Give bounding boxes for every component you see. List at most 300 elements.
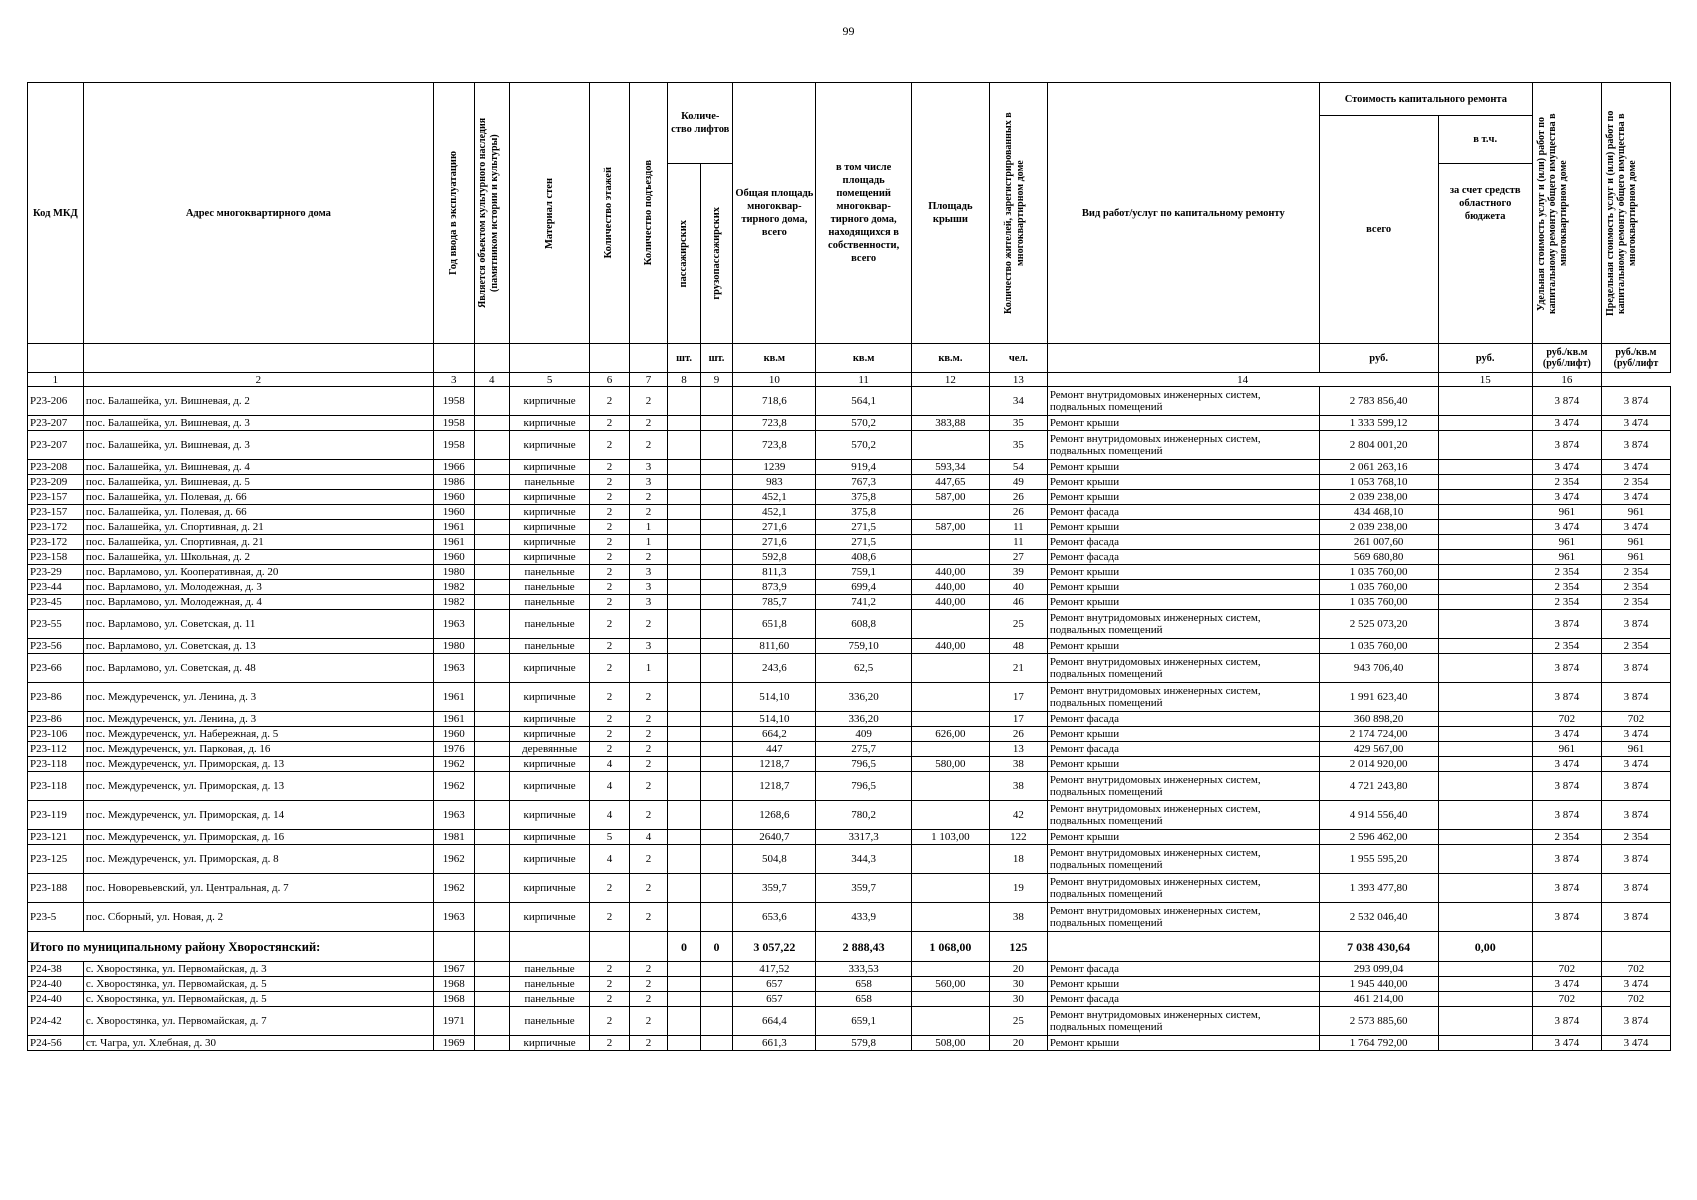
cell-unit-cost: 3 874 [1532,683,1601,712]
cell-roof-area [911,962,989,977]
cell-unit-cost: 3 474 [1532,490,1601,505]
cell-heritage [474,683,510,712]
cell-unit-cost: 3 474 [1532,1036,1601,1051]
total-empty [474,932,510,962]
cell-walls: панельные [510,992,590,1007]
cell-work: Ремонт внутридомовых инженерных систем, подвальных помещений [1047,431,1319,460]
total-empty [433,932,474,962]
header-cost-incl: в т.ч. [1438,116,1532,164]
cell-unit-cost: 2 354 [1532,580,1601,595]
cell-walls: панельные [510,565,590,580]
cell-cost-regional [1438,874,1532,903]
cell-entrances: 2 [629,757,668,772]
cell-floors: 2 [590,1036,630,1051]
cell-code: P23-106 [28,727,84,742]
cell-heritage [474,845,510,874]
cell-cost-total: 1 991 623,40 [1319,683,1438,712]
cell-residents: 25 [989,1007,1047,1036]
cell-entrances: 1 [629,520,668,535]
cell-cost-regional [1438,712,1532,727]
total-area: 3 057,22 [733,932,816,962]
cell-code: P24-40 [28,977,84,992]
cell-address: пос. Варламово, ул. Молодежная, д. 3 [83,580,433,595]
cell-walls: кирпичные [510,727,590,742]
cell-max-cost: 2 354 [1601,580,1670,595]
cell-lifts-passenger [668,742,700,757]
cell-floors: 2 [590,416,630,431]
cell-entrances: 2 [629,550,668,565]
cell-max-cost: 3 474 [1601,727,1670,742]
unit-people: чел. [989,344,1047,373]
page-number: 99 [842,24,855,38]
cell-floors: 4 [590,772,630,801]
cell-owned-area: 780,2 [816,801,911,830]
cell-address: с. Хворостянка, ул. Первомайская, д. 3 [83,962,433,977]
cell-year: 1966 [433,460,474,475]
header-year: Год ввода в эксплуатацию [433,83,474,344]
cell-owned-area: 658 [816,977,911,992]
cell-residents: 27 [989,550,1047,565]
cell-code: P23-172 [28,535,84,550]
cell-owned-area: 3317,3 [816,830,911,845]
cell-entrances: 2 [629,1007,668,1036]
cell-entrances: 2 [629,962,668,977]
cell-work: Ремонт внутридомовых инженерных систем, подвальных помещений [1047,1007,1319,1036]
cell-cost-total: 1 393 477,80 [1319,874,1438,903]
cell-lifts-passenger [668,460,700,475]
cell-walls: кирпичные [510,431,590,460]
cell-heritage [474,490,510,505]
cell-roof-area [911,801,989,830]
capital-repair-table [27,82,1671,1051]
cell-total-area: 592,8 [733,550,816,565]
cell-owned-area: 333,53 [816,962,911,977]
cell-cost-total: 2 014 920,00 [1319,757,1438,772]
cell-heritage [474,565,510,580]
cell-residents: 21 [989,654,1047,683]
cell-owned-area: 275,7 [816,742,911,757]
cell-unit-cost: 2 354 [1532,595,1601,610]
cell-total-area: 657 [733,992,816,1007]
cell-max-cost: 3 474 [1601,757,1670,772]
cell-heritage [474,520,510,535]
cell-lifts-passenger [668,1036,700,1051]
column-number: 12 [911,373,989,387]
cell-year: 1986 [433,475,474,490]
cell-address: пос. Варламово, ул. Кооперативная, д. 20 [83,565,433,580]
table-row [28,416,1671,431]
cell-residents: 49 [989,475,1047,490]
cell-work: Ремонт крыши [1047,757,1319,772]
header-unit-cost: Удельная стоимость услуг и (или) работ по капитальному ремонту общего имущества в многоквартирном доме [1532,83,1601,344]
cell-code: P23-55 [28,610,84,639]
cell-max-cost: 3 474 [1601,520,1670,535]
cell-code: P24-40 [28,992,84,1007]
cell-owned-area: 796,5 [816,757,911,772]
cell-cost-regional [1438,742,1532,757]
table-row [28,475,1671,490]
table-row [28,757,1671,772]
column-numbers-row [28,373,1671,387]
cell-lifts-passenger [668,535,700,550]
cell-residents: 38 [989,757,1047,772]
cell-walls: панельные [510,1007,590,1036]
cell-total-area: 983 [733,475,816,490]
cell-work: Ремонт внутридомовых инженерных систем, подвальных помещений [1047,845,1319,874]
cell-cost-regional [1438,772,1532,801]
cell-work: Ремонт фасада [1047,712,1319,727]
cell-max-cost: 961 [1601,505,1670,520]
cell-roof-area: 587,00 [911,520,989,535]
table-row [28,505,1671,520]
table-row [28,580,1671,595]
cell-entrances: 1 [629,535,668,550]
cell-owned-area: 570,2 [816,431,911,460]
table-row [28,550,1671,565]
cell-entrances: 2 [629,490,668,505]
header-floors: Количество этажей [590,83,630,344]
cell-roof-area [911,683,989,712]
cell-total-area: 271,6 [733,520,816,535]
cell-address: пос. Балашейка, ул. Спортивная, д. 21 [83,535,433,550]
cell-owned-area: 271,5 [816,520,911,535]
cell-lifts-passenger [668,845,700,874]
cell-walls: кирпичные [510,1036,590,1051]
table-row [28,830,1671,845]
cell-lifts-cargo [700,387,732,416]
cell-floors: 2 [590,520,630,535]
cell-entrances: 2 [629,992,668,1007]
cell-code: P23-121 [28,830,84,845]
cell-unit-cost: 961 [1532,505,1601,520]
cell-lifts-cargo [700,772,732,801]
cell-total-area: 359,7 [733,874,816,903]
cell-floors: 2 [590,683,630,712]
cell-year: 1963 [433,801,474,830]
cell-lifts-passenger [668,565,700,580]
cell-walls: кирпичные [510,490,590,505]
cell-residents: 26 [989,505,1047,520]
cell-floors: 2 [590,387,630,416]
table-row [28,595,1671,610]
cell-lifts-cargo [700,505,732,520]
cell-cost-total: 1 035 760,00 [1319,565,1438,580]
cell-roof-area [911,1007,989,1036]
cell-owned-area: 919,4 [816,460,911,475]
cell-heritage [474,830,510,845]
cell-residents: 18 [989,845,1047,874]
cell-unit-cost: 702 [1532,712,1601,727]
cell-code: P23-208 [28,460,84,475]
cell-residents: 25 [989,610,1047,639]
cell-cost-regional [1438,801,1532,830]
cell-total-area: 1218,7 [733,757,816,772]
cell-lifts-cargo [700,550,732,565]
cell-lifts-passenger [668,654,700,683]
cell-total-area: 514,10 [733,712,816,727]
cell-residents: 38 [989,772,1047,801]
cell-unit-cost: 702 [1532,992,1601,1007]
cell-cost-regional [1438,610,1532,639]
header-lifts: Количе- ство лифтов [668,83,733,164]
cell-heritage [474,387,510,416]
cell-cost-total: 2 039 238,00 [1319,520,1438,535]
cell-heritage [474,772,510,801]
cell-lifts-cargo [700,580,732,595]
cell-address: пос. Балашейка, ул. Вишневая, д. 3 [83,416,433,431]
cell-work: Ремонт фасада [1047,550,1319,565]
cell-residents: 20 [989,1036,1047,1051]
cell-lifts-cargo [700,565,732,580]
cell-max-cost: 3 874 [1601,845,1670,874]
cell-floors: 2 [590,490,630,505]
cell-unit-cost: 3 874 [1532,654,1601,683]
table-row [28,520,1671,535]
cell-work: Ремонт крыши [1047,977,1319,992]
column-number: 8 [668,373,700,387]
table-row [28,801,1671,830]
cell-code: P23-125 [28,845,84,874]
cell-total-area: 1268,6 [733,801,816,830]
cell-lifts-cargo [700,830,732,845]
cell-heritage [474,727,510,742]
cell-owned-area: 570,2 [816,416,911,431]
cell-entrances: 1 [629,654,668,683]
cell-floors: 2 [590,654,630,683]
cell-work: Ремонт внутридомовых инженерных систем, подвальных помещений [1047,874,1319,903]
cell-residents: 17 [989,683,1047,712]
cell-total-area: 1218,7 [733,772,816,801]
cell-unit-cost: 3 874 [1532,431,1601,460]
cell-owned-area: 433,9 [816,903,911,932]
cell-unit-cost: 961 [1532,550,1601,565]
cell-code: P23-45 [28,595,84,610]
header-cost: Стоимость капитального ремонта [1319,83,1532,116]
table-row [28,977,1671,992]
cell-residents: 30 [989,992,1047,1007]
cell-lifts-passenger [668,1007,700,1036]
table-row [28,742,1671,757]
cell-address: пос. Междуреченск, ул. Приморская, д. 14 [83,801,433,830]
cell-owned-area: 564,1 [816,387,911,416]
cell-roof-area [911,654,989,683]
cell-heritage [474,505,510,520]
cell-lifts-cargo [700,757,732,772]
cell-roof-area [911,742,989,757]
cell-cost-total: 2 532 046,40 [1319,903,1438,932]
cell-address: пос. Варламово, ул. Советская, д. 48 [83,654,433,683]
cell-lifts-cargo [700,431,732,460]
cell-work: Ремонт внутридомовых инженерных систем, подвальных помещений [1047,683,1319,712]
cell-unit-cost: 2 354 [1532,565,1601,580]
cell-year: 1961 [433,520,474,535]
column-number: 13 [989,373,1047,387]
header-max-cost: Предельная стоимость услуг и (или) работ по капитальному ремонту общего имущества в многоквартирном доме [1601,83,1670,344]
cell-walls: кирпичные [510,830,590,845]
cell-owned-area: 659,1 [816,1007,911,1036]
cell-lifts-passenger [668,520,700,535]
cell-cost-total: 429 567,00 [1319,742,1438,757]
cell-floors: 2 [590,610,630,639]
cell-lifts-passenger [668,874,700,903]
table-row [28,387,1671,416]
cell-entrances: 2 [629,742,668,757]
cell-year: 1962 [433,845,474,874]
unit-sqm: кв.м. [911,344,989,373]
cell-floors: 2 [590,505,630,520]
cell-floors: 2 [590,639,630,654]
column-number: 3 [433,373,474,387]
cell-total-area: 514,10 [733,683,816,712]
cell-max-cost: 3 874 [1601,801,1670,830]
cell-cost-total: 1 333 599,12 [1319,416,1438,431]
cell-unit-cost: 3 474 [1532,757,1601,772]
cell-floors: 2 [590,1007,630,1036]
cell-year: 1960 [433,550,474,565]
cell-floors: 2 [590,535,630,550]
cell-cost-total: 943 706,40 [1319,654,1438,683]
cell-code: P24-42 [28,1007,84,1036]
cell-heritage [474,712,510,727]
cell-lifts-passenger [668,683,700,712]
cell-roof-area [911,550,989,565]
cell-roof-area: 560,00 [911,977,989,992]
cell-year: 1980 [433,639,474,654]
cell-lifts-passenger [668,475,700,490]
cell-entrances: 2 [629,801,668,830]
cell-year: 1976 [433,742,474,757]
cell-lifts-cargo [700,490,732,505]
cell-lifts-cargo [700,460,732,475]
cell-max-cost: 2 354 [1601,475,1670,490]
cell-lifts-cargo [700,654,732,683]
cell-lifts-cargo [700,874,732,903]
table-row [28,654,1671,683]
cell-floors: 4 [590,845,630,874]
cell-residents: 42 [989,801,1047,830]
cell-residents: 13 [989,742,1047,757]
unit-sqm: кв.м [733,344,816,373]
cell-residents: 39 [989,565,1047,580]
cell-owned-area: 359,7 [816,874,911,903]
cell-year: 1958 [433,416,474,431]
table-row [28,431,1671,460]
cell-cost-regional [1438,565,1532,580]
cell-roof-area: 447,65 [911,475,989,490]
cell-walls: панельные [510,595,590,610]
cell-walls: кирпичные [510,387,590,416]
cell-total-area: 653,6 [733,903,816,932]
cell-cost-total: 1 035 760,00 [1319,580,1438,595]
cell-work: Ремонт внутридомовых инженерных систем, подвальных помещений [1047,387,1319,416]
cell-year: 1962 [433,772,474,801]
cell-roof-area [911,505,989,520]
unit-rub-sqm: руб./кв.м (руб/лифт) [1532,344,1601,373]
table-row [28,683,1671,712]
header-owned-area: в том числе площадь помещений многоквар- тирного дома, находящихся в собственности, всего [816,83,911,344]
cell-lifts-cargo [700,520,732,535]
cell-cost-regional [1438,977,1532,992]
cell-address: пос. Междуреченск, ул. Приморская, д. 13 [83,772,433,801]
cell-max-cost: 2 354 [1601,830,1670,845]
cell-heritage [474,903,510,932]
cell-cost-total: 360 898,20 [1319,712,1438,727]
cell-total-area: 785,7 [733,595,816,610]
column-number: 1 [28,373,84,387]
cell-year: 1962 [433,757,474,772]
cell-owned-area: 741,2 [816,595,911,610]
cell-max-cost: 961 [1601,742,1670,757]
cell-owned-area: 344,3 [816,845,911,874]
cell-residents: 54 [989,460,1047,475]
cell-residents: 11 [989,535,1047,550]
table-row [28,712,1671,727]
cell-entrances: 2 [629,772,668,801]
cell-lifts-cargo [700,1007,732,1036]
unit-pcs: шт. [700,344,732,373]
cell-walls: панельные [510,962,590,977]
cell-heritage [474,1007,510,1036]
cell-lifts-cargo [700,845,732,874]
cell-cost-regional [1438,550,1532,565]
cell-entrances: 2 [629,712,668,727]
unit-rub-sqm: руб./кв.м (руб/лифт [1601,344,1670,373]
cell-lifts-passenger [668,801,700,830]
cell-max-cost: 3 874 [1601,772,1670,801]
cell-cost-regional [1438,535,1532,550]
cell-lifts-passenger [668,431,700,460]
cell-heritage [474,992,510,1007]
cell-residents: 122 [989,830,1047,845]
cell-address: пос. Балашейка, ул. Спортивная, д. 21 [83,520,433,535]
cell-walls: кирпичные [510,845,590,874]
column-number: 15 [1438,373,1532,387]
cell-year: 1981 [433,830,474,845]
cell-cost-regional [1438,1036,1532,1051]
cell-floors: 2 [590,580,630,595]
cell-total-area: 2640,7 [733,830,816,845]
cell-max-cost: 3 874 [1601,610,1670,639]
cell-heritage [474,757,510,772]
table-row [28,772,1671,801]
cell-owned-area: 62,5 [816,654,911,683]
header-address: Адрес многоквартирного дома [83,83,433,344]
cell-work: Ремонт внутридомовых инженерных систем, подвальных помещений [1047,654,1319,683]
cell-total-area: 651,8 [733,610,816,639]
cell-walls: кирпичные [510,683,590,712]
cell-work: Ремонт крыши [1047,416,1319,431]
unit-pcs: шт. [668,344,700,373]
cell-address: с. Хворостянка, ул. Первомайская, д. 5 [83,992,433,1007]
cell-max-cost: 3 874 [1601,874,1670,903]
cell-code: P23-119 [28,801,84,830]
cell-walls: кирпичные [510,757,590,772]
cell-max-cost: 702 [1601,992,1670,1007]
cell-lifts-cargo [700,639,732,654]
cell-floors: 2 [590,431,630,460]
cell-cost-total: 1 945 440,00 [1319,977,1438,992]
table-row [28,565,1671,580]
cell-lifts-cargo [700,742,732,757]
cell-address: пос. Междуреченск, ул. Приморская, д. 16 [83,830,433,845]
cell-residents: 20 [989,962,1047,977]
cell-residents: 26 [989,727,1047,742]
cell-unit-cost: 3 874 [1532,1007,1601,1036]
cell-total-area: 723,8 [733,431,816,460]
cell-cost-regional [1438,830,1532,845]
total-empty [590,932,630,962]
cell-year: 1960 [433,490,474,505]
